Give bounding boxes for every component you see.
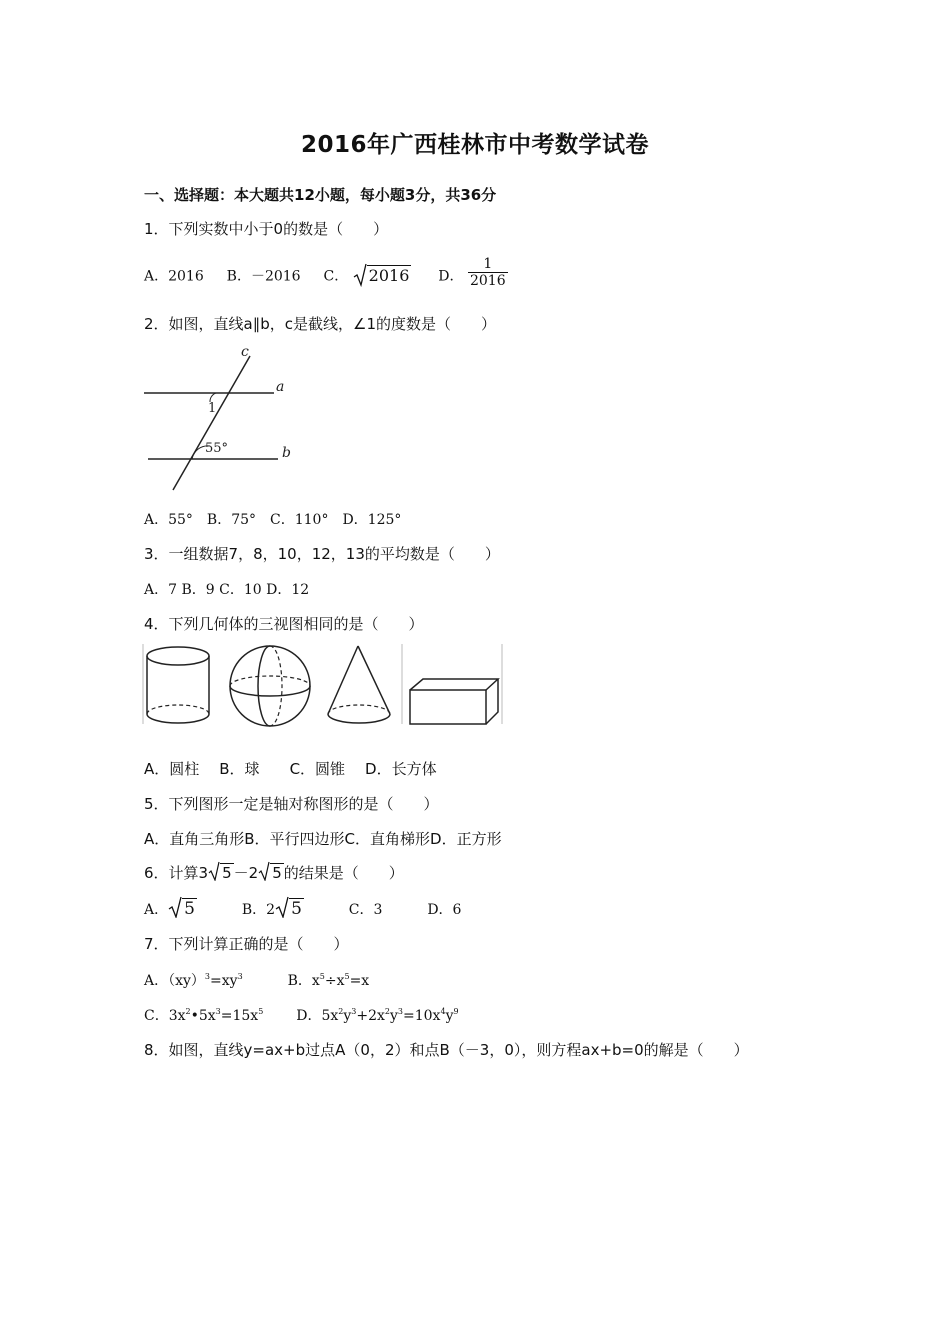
q2-stem: 2．如图，直线a∥b，c是截线，∠1的度数是（ ）	[144, 315, 496, 333]
q6-options	[144, 898, 461, 919]
q1-option-a: A．2016	[144, 268, 204, 285]
q4-solids-figure	[140, 644, 505, 728]
q1-option-d-fraction: $\frac{1}{2016}$	[469, 256, 506, 289]
q2-options: A．55° B．75° C．110° D．125°	[144, 512, 402, 528]
q7-option-c: C．$3x^2•5x^3=15x^5$	[144, 1007, 264, 1024]
q1-option-b: B．－2016	[226, 268, 301, 285]
q7-options-ab	[144, 970, 369, 990]
q4-option-a: A．圆柱	[144, 760, 200, 778]
section-heading: 一、选择题：本大题共12小题，每小题3分，共36分	[144, 186, 497, 204]
cone-icon	[328, 644, 402, 724]
q6-stem: 6．计算3 5 －2 5 的结果是（ ）	[144, 864, 404, 882]
q8-stem: 8．如图，直线y=ax+b过点A（0，2）和点B（－3，0），则方程ax+b=0的解是（ ）	[144, 1041, 749, 1059]
q2-parallel-lines-figure	[140, 342, 300, 494]
label-angle-55: 55°	[205, 441, 229, 456]
q7-option-a: A．$(xy)^3=xy^3$	[144, 972, 243, 989]
q1-stem: 1．下列实数中小于0的数是（ ）	[144, 220, 389, 238]
q5-stem: 5．下列图形一定是轴对称图形的是（ ）	[144, 795, 439, 813]
q4-options	[144, 758, 437, 779]
q7-option-d: D．$5x^2y^3+2x^2y^3=10x^4y^9$	[296, 1007, 459, 1024]
line-c	[173, 356, 250, 490]
q4-stem: 4．下列几何体的三视图相同的是（ ）	[144, 615, 424, 633]
q6-sqrt-2: 5	[258, 863, 284, 882]
q3-options: A．7 B．9 C．10 D．12	[144, 582, 310, 598]
page-title: 2016年广西桂林市中考数学试卷	[300, 132, 649, 158]
q6-option-b-label: B．2	[241, 902, 276, 918]
label-angle-1: 1	[208, 401, 217, 416]
q4-option-c: C．圆锥	[289, 760, 346, 778]
q1-option-d-label: D．	[438, 268, 464, 285]
sphere-icon	[230, 646, 310, 726]
q7-options-cd	[144, 1005, 459, 1025]
q1-options	[144, 256, 508, 293]
q1-option-c-sqrt: 2016	[353, 265, 412, 285]
q6-sqrt-1: 5	[208, 863, 234, 882]
q6-option-d: D．6	[427, 902, 462, 918]
q4-option-d: D．长方体	[365, 760, 437, 778]
q6-option-c: C．3	[348, 902, 383, 918]
q6-option-a-sqrt: 5	[168, 898, 197, 919]
cuboid-icon	[410, 644, 502, 724]
q3-stem: 3．一组数据7，8，10，12，13的平均数是（ ）	[144, 545, 500, 563]
q5-options: A．直角三角形B．平行四边形C．直角梯形D．正方形	[144, 830, 502, 848]
cylinder-icon	[143, 644, 209, 724]
label-b: b	[282, 445, 291, 461]
q6-option-a-label: A．	[144, 902, 169, 918]
q6-option-b-sqrt: 5	[275, 898, 304, 919]
q1-option-c-label: C．	[323, 268, 349, 285]
q4-option-b: B．球	[219, 760, 260, 778]
label-c: c	[241, 344, 249, 360]
label-a: a	[276, 379, 285, 395]
q7-stem: 7．下列计算正确的是（ ）	[144, 935, 349, 953]
q7-option-b: B．$x^5\div x^5=x$	[287, 972, 370, 989]
